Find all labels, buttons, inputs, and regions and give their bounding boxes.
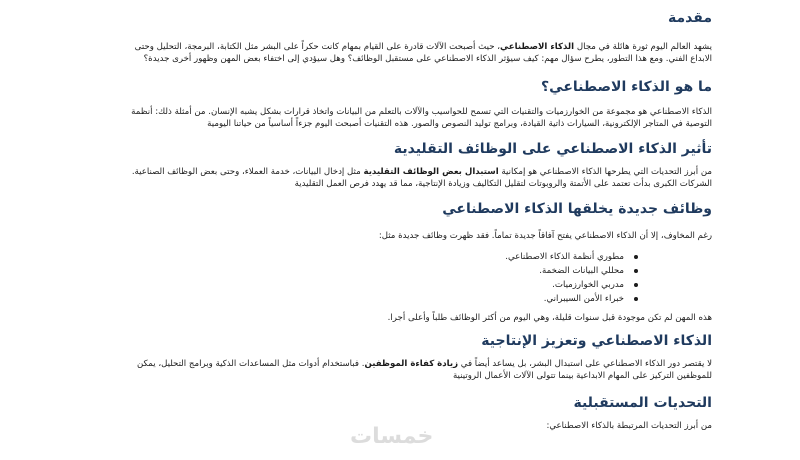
list-item: خبراء الأمن السيبراني. bbox=[112, 292, 624, 306]
paragraph-new-jobs-intro: رغم المخاوف، إلا أن الذكاء الاصطناعي يفتح آفاقاً جديدة تماماً. فقد ظهرت وظائف جديدة مثل: bbox=[378, 231, 712, 241]
list-item: مطوري أنظمة الذكاء الاصطناعي. bbox=[112, 250, 624, 264]
bold-term: استبدال بعض الوظائف التقليدية bbox=[363, 167, 499, 177]
article-body bbox=[112, 0, 712, 432]
text-run: يشهد العالم اليوم ثورة هائلة في مجال bbox=[574, 42, 712, 52]
bold-term: الذكاء الاصطناعي bbox=[500, 42, 575, 52]
text-run: . فباستخدام أدوات مثل المساعدات الذكية وبرامج التحليل، يمكن للموظفين التركيز على المهام الابداعية بينما تتولى الآلات الأعمال الروتينية bbox=[136, 359, 712, 381]
list-item: مدربي الخوارزميات. bbox=[112, 278, 624, 292]
text-run: لا يقتصر دور الذكاء الاصطناعي على استبدال البشر، بل يساعد أيضاً في bbox=[458, 359, 712, 369]
heading-what-is-ai: ما هو الذكاء الاصطناعي؟ bbox=[541, 79, 712, 95]
heading-future-challenges: التحديات المستقبلية bbox=[573, 395, 712, 411]
heading-new-jobs: وظائف جديدة يخلقها الذكاء الاصطناعي bbox=[442, 201, 712, 217]
paragraph-what-is-ai bbox=[112, 106, 712, 130]
text-run: من أبرز التحديات التي يطرحها الذكاء الاصطناعي هو إمكانية bbox=[498, 167, 712, 177]
heading-impact-traditional-jobs: تأثير الذكاء الاصطناعي على الوظائف التقليدية bbox=[393, 141, 712, 157]
list-item: محللي البيانات الضخمة. bbox=[112, 264, 624, 278]
text-run: ، حيث أصبحت الآلات قادرة على القيام بمهام كانت حكراً على البشر مثل الكتابة، البرمجة، التحليل وحتى الابداع الفني. ومع هذا التطور، يطرح سؤال مهم: كيف سيؤثر الذكاء الاصطناعي على مستقبل الوظائف؟ وهل سيؤدي إلى اختفاء بعض المهن وظهور أخرى جديدة؟ bbox=[134, 42, 712, 64]
bold-term: زيادة كفاءة الموظفين bbox=[364, 359, 459, 369]
paragraph-new-jobs-outro: هذه المهن لم تكن موجودة قبل سنوات قليلة، وهي اليوم من أكثر الوظائف طلباً وأعلى أجرا. bbox=[387, 313, 712, 323]
paragraph-impact-traditional-jobs bbox=[112, 166, 712, 190]
paragraph-introduction bbox=[112, 41, 712, 65]
text-run: مثل إدخال البيانات، خدمة العملاء، وحتى بعض الوظائف الصناعية. الشركات الكبرى بدأت تعتمد على الأتمتة والروبوتات لتقليل التكاليف وزيادة الإنتاجية، مما قد يهدد فرص العمل التقليدية bbox=[131, 167, 712, 189]
watermark-logo: خمسات bbox=[350, 424, 434, 449]
text-run: من أبرز التحديات المرتبطة بالذكاء الاصطناعي: bbox=[546, 421, 712, 431]
heading-introduction: مقدمة bbox=[668, 10, 712, 26]
paragraph-productivity bbox=[112, 358, 712, 382]
text-run: الذكاء الاصطناعي هو مجموعة من الخوارزميات والتقنيات التي تسمح للحواسيب والآلات بالتعلم من البيانات واتخاذ قرارات بشكل يشبه الإنسان. من أمثلة ذلك: أنظمة التوصية في المتاجر الإلكترونية، السيارات ذاتية القيادة، وبرامج توليد النصوص والصور. هذه التقنيات أصبحت اليوم جزءاً أساسياً من حياتنا اليومية bbox=[131, 107, 712, 129]
new-jobs-list bbox=[112, 250, 712, 306]
heading-productivity: الذكاء الاصطناعي وتعزيز الإنتاجية bbox=[481, 333, 712, 349]
